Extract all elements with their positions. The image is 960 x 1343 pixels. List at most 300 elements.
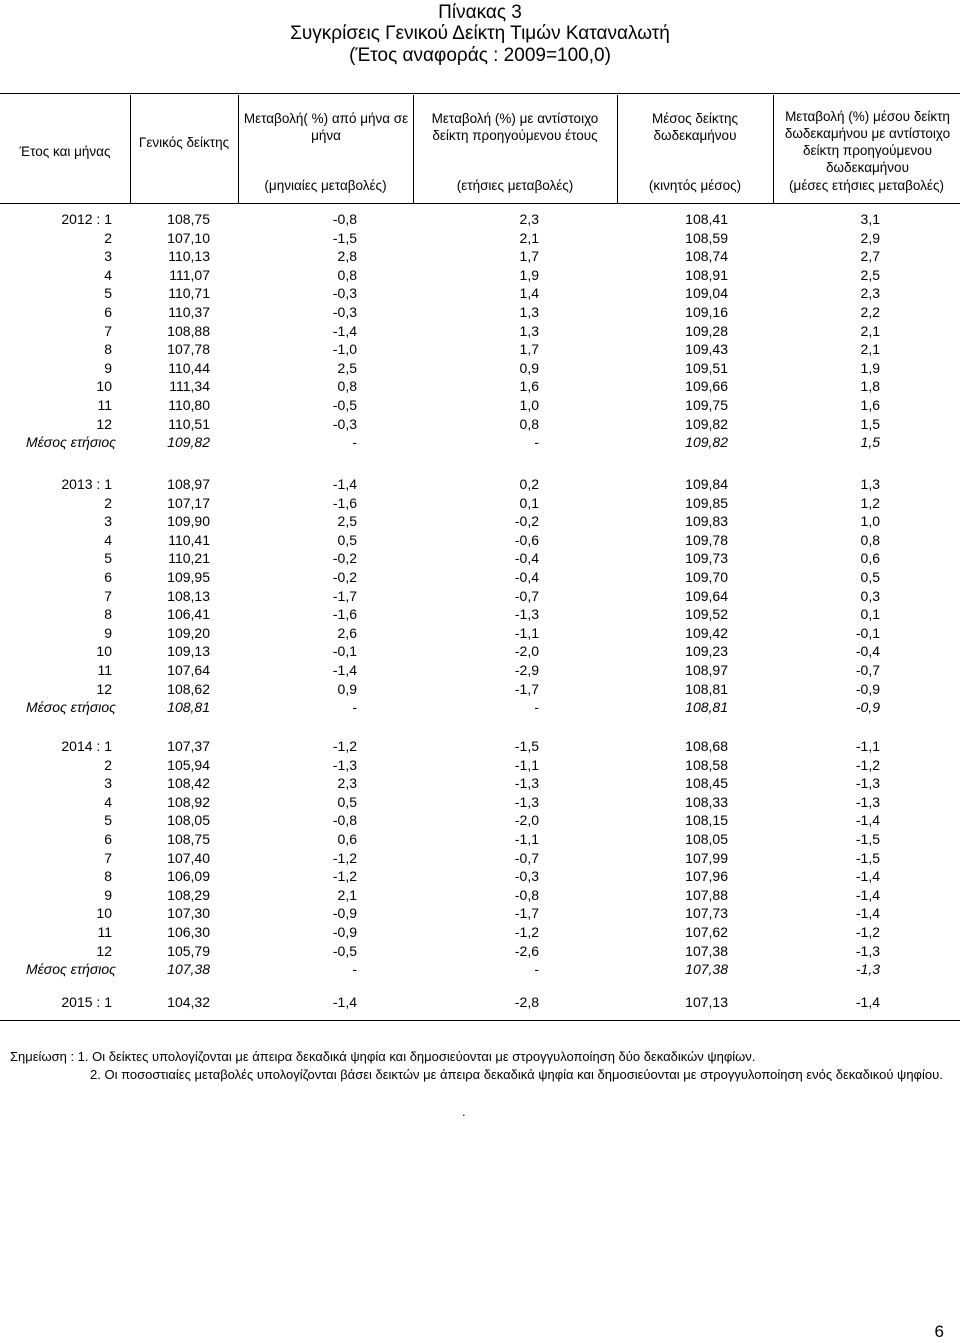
average-annual-change-value: 2,1 [860, 322, 880, 339]
monthly-change-value: -0,8 [332, 211, 357, 227]
average-annual-change-value: 1,2 [860, 494, 880, 511]
row-label: 11 [97, 662, 112, 678]
annual-change-value: -2,9 [514, 662, 539, 678]
table-row [0, 266, 960, 285]
table-row [0, 661, 960, 680]
table-row [0, 284, 960, 303]
row-label: 11 [97, 924, 112, 940]
page-number: 6 [934, 1322, 944, 1341]
annual-change-value: - [534, 961, 539, 978]
row-label: 3 [104, 775, 112, 792]
general-index-value: 107,37 [167, 738, 210, 754]
header-moving-average: Μέσος δείκτης δωδεκαμήνου [652, 111, 738, 143]
annual-change-value: -1,1 [514, 756, 539, 773]
monthly-change-value: -1,2 [332, 849, 357, 866]
annual-change-value: -1,3 [514, 775, 539, 792]
general-index-value: 110,37 [168, 304, 210, 320]
table-row [0, 886, 960, 905]
average-annual-change-value: 2,3 [860, 285, 880, 302]
row-label: 2013 : 1 [61, 476, 112, 492]
table-row [0, 229, 960, 248]
table-row [0, 396, 960, 415]
general-index-value: 110,21 [168, 550, 210, 567]
general-index-value: 108,42 [167, 775, 210, 792]
table-row [0, 512, 960, 531]
table-row [0, 737, 960, 756]
row-label: 6 [104, 304, 112, 320]
average-annual-change-value: -0,4 [855, 643, 880, 660]
average-annual-change-value: 1,0 [860, 513, 880, 530]
row-label: 5 [104, 812, 112, 829]
average-annual-change-value: -1,5 [855, 849, 880, 866]
table-row [0, 322, 960, 341]
moving-average-value: 109,43 [685, 341, 728, 358]
general-index-value: 109,20 [167, 624, 210, 641]
header-annual-change: Μεταβολή (%) με αντίστοιχο δείκτη προηγούμενου έτους [431, 111, 599, 143]
monthly-change-value: -1,2 [332, 738, 357, 754]
annual-change-value: -2,6 [514, 942, 539, 959]
general-index-value: 106,30 [167, 924, 210, 940]
general-index-value: 108,75 [167, 831, 210, 847]
average-annual-change-value: 2,5 [860, 266, 880, 283]
table-row [0, 993, 960, 1012]
reference-year: (Έτος αναφοράς : 2009=100,0) [349, 45, 611, 66]
monthly-change-value: -0,9 [332, 905, 357, 922]
monthly-change-value: -1,4 [332, 476, 357, 492]
annual-change-value: -1,7 [514, 680, 539, 697]
row-label: 3 [104, 248, 112, 265]
row-label: 6 [104, 831, 112, 847]
table-row [0, 942, 960, 961]
monthly-change-value: 0,6 [337, 831, 357, 847]
general-index-value: 106,41 [167, 606, 210, 623]
average-annual-change-value: -1,4 [855, 905, 880, 922]
general-index-value: 109,95 [167, 569, 210, 585]
annual-change-value: -2,8 [514, 994, 539, 1010]
annual-change-value: 2,3 [519, 211, 539, 227]
average-annual-change-value: -1,1 [855, 738, 880, 754]
annual-change-value: -0,3 [514, 868, 539, 885]
monthly-change-value: - [352, 434, 357, 451]
row-label: 10 [96, 643, 112, 660]
general-index-value: 110,44 [168, 359, 210, 376]
moving-average-value: 109,82 [685, 415, 728, 432]
row-label: 2 [104, 229, 112, 246]
table-row [0, 415, 960, 434]
monthly-change-value: -1,0 [332, 341, 357, 358]
general-index-value: 107,64 [167, 662, 210, 678]
average-annual-change-value: 0,6 [860, 550, 880, 567]
moving-average-value: 109,51 [685, 359, 728, 376]
general-index-value: 108,29 [167, 886, 210, 903]
annual-change-value: 1,7 [519, 341, 539, 358]
moving-average-value: 108,81 [685, 680, 728, 697]
general-index-value: 110,13 [168, 248, 210, 265]
moving-average-value: 109,42 [685, 624, 728, 641]
table-row [0, 475, 960, 494]
row-label: 2012 : 1 [61, 211, 112, 227]
annual-change-value: 1,3 [519, 322, 539, 339]
monthly-change-value: -1,4 [332, 994, 357, 1010]
monthly-change-value: -0,3 [332, 415, 357, 432]
general-index-value: 108,62 [167, 680, 210, 697]
row-label: 2015 : 1 [61, 994, 112, 1010]
moving-average-value: 109,70 [685, 569, 728, 585]
moving-average-value: 109,04 [685, 285, 728, 302]
moving-average-value: 107,13 [685, 994, 728, 1010]
general-index-value: 104,32 [167, 994, 210, 1010]
moving-average-value: 109,78 [685, 531, 728, 548]
dot-mark: . [462, 1104, 466, 1119]
table-row [0, 642, 960, 661]
moving-average-value: 108,81 [685, 699, 728, 716]
average-annual-change-value: 1,6 [860, 397, 880, 413]
average-annual-change-value: -0,7 [855, 662, 880, 678]
average-annual-change-value: -1,3 [855, 961, 880, 978]
general-index-value: 108,13 [167, 587, 210, 604]
monthly-change-value: 2,6 [337, 624, 357, 641]
annual-change-value: -0,6 [514, 531, 539, 548]
table-row [0, 867, 960, 886]
row-label: 2014 : 1 [61, 738, 112, 754]
general-index-value: 108,81 [167, 699, 210, 716]
row-label: 2 [104, 756, 112, 773]
average-annual-change-value: -0,1 [855, 624, 880, 641]
moving-average-value: 107,99 [685, 849, 728, 866]
moving-average-value: 109,82 [685, 434, 728, 451]
monthly-change-value: 0,8 [337, 378, 357, 395]
average-annual-change-value: 1,9 [860, 359, 880, 376]
header-monthly-change-note: (μηνιαίες μεταβολές) [264, 178, 387, 193]
annual-change-value: -2,0 [514, 643, 539, 660]
row-label: 12 [96, 942, 112, 959]
table-row [0, 698, 960, 717]
row-label: 4 [104, 531, 112, 548]
monthly-change-value: -0,3 [332, 285, 357, 302]
table-row [0, 340, 960, 359]
row-label: Μέσος ετήσιος [25, 961, 116, 978]
moving-average-value: 109,23 [685, 643, 728, 660]
row-label: 3 [104, 513, 112, 530]
note-2: 2. Οι ποσοστιαίες μεταβολές υπολογίζονται βάσει δεικτών με άπειρα δεκαδικά ψηφία και δημοσιεύονται με στρογγυλοποίηση ενός δεκαδικού ψηφίου. [90, 1067, 943, 1082]
monthly-change-value: - [352, 699, 357, 716]
annual-change-value: -0,4 [514, 569, 539, 585]
annual-change-value: 1,3 [519, 304, 539, 320]
monthly-change-value: - [352, 961, 357, 978]
table-row [0, 774, 960, 793]
row-label: 9 [104, 624, 112, 641]
average-annual-change-value: -1,4 [855, 994, 880, 1010]
monthly-change-value: 0,9 [337, 680, 357, 697]
row-label: 12 [96, 680, 112, 697]
moving-average-value: 108,05 [685, 831, 728, 847]
table-row [0, 756, 960, 775]
note-1: Σημείωση : 1. Οι δείκτες υπολογίζονται με άπειρα δεκαδικά ψηφία και δημοσιεύονται με στρογγυλοποίηση δύο δεκαδικών ψηφίων. [10, 1049, 756, 1064]
annual-change-value: -2,0 [514, 812, 539, 829]
moving-average-value: 109,73 [685, 550, 728, 567]
row-label: 10 [96, 905, 112, 922]
table-row [0, 568, 960, 587]
table-row [0, 549, 960, 568]
row-label: 6 [104, 569, 112, 585]
table-row [0, 210, 960, 229]
general-index-value: 105,79 [167, 942, 210, 959]
average-annual-change-value: -1,2 [855, 756, 880, 773]
general-index-value: 105,94 [167, 756, 210, 773]
moving-average-value: 108,91 [685, 266, 728, 283]
row-label: 8 [104, 606, 112, 623]
average-annual-change-value: -1,3 [855, 793, 880, 810]
average-annual-change-value: 1,8 [860, 378, 880, 395]
general-index-value: 108,97 [167, 476, 210, 492]
monthly-change-value: 0,5 [337, 531, 357, 548]
general-index-value: 107,40 [167, 849, 210, 866]
general-index-value: 107,38 [167, 961, 210, 978]
annual-change-value: 0,2 [519, 476, 539, 492]
monthly-change-value: -0,2 [332, 569, 357, 585]
annual-change-value: 1,9 [519, 266, 539, 283]
annual-change-value: 0,8 [519, 415, 539, 432]
annual-change-value: 2,1 [519, 229, 539, 246]
average-annual-change-value: 1,3 [860, 476, 880, 492]
moving-average-value: 109,83 [685, 513, 728, 530]
table-subtitle: Συγκρίσεις Γενικού Δείκτη Τιμών Καταναλωτή [290, 23, 670, 44]
monthly-change-value: 2,5 [337, 513, 357, 530]
annual-change-value: 1,4 [519, 285, 539, 302]
header-monthly-change: Μεταβολή( %) από μήνα σε μήνα [243, 111, 409, 143]
moving-average-value: 108,58 [685, 756, 728, 773]
monthly-change-value: -1,5 [332, 229, 357, 246]
row-label: 11 [97, 397, 112, 413]
monthly-change-value: -1,6 [332, 606, 357, 623]
annual-change-value: -0,2 [514, 513, 539, 530]
annual-change-value: 0,9 [519, 359, 539, 376]
average-annual-change-value: -1,4 [855, 812, 880, 829]
annual-change-value: -1,1 [514, 624, 539, 641]
average-annual-change-value: 0,3 [860, 587, 880, 604]
header-average-annual-change: Μεταβολή (%) μέσου δείκτη δωδεκαμήνου με αντίστοιχο δείκτη προηγούμενου δωδεκαμήνου [784, 109, 951, 175]
monthly-change-value: -0,2 [332, 550, 357, 567]
monthly-change-value: -1,4 [332, 662, 357, 678]
table-row [0, 587, 960, 606]
average-annual-change-value: 0,8 [860, 531, 880, 548]
table-row [0, 793, 960, 812]
general-index-value: 110,41 [168, 531, 210, 548]
header-year-month: Έτος και μήνας [19, 144, 111, 159]
table-row [0, 377, 960, 396]
general-index-value: 109,82 [167, 434, 210, 451]
annual-change-value: -0,4 [514, 550, 539, 567]
moving-average-value: 109,85 [685, 494, 728, 511]
average-annual-change-value: -0,9 [855, 699, 880, 716]
moving-average-value: 107,96 [685, 868, 728, 885]
moving-average-value: 109,84 [685, 476, 728, 492]
moving-average-value: 109,66 [685, 378, 728, 395]
monthly-change-value: -0,5 [332, 942, 357, 959]
annual-change-value: -1,3 [514, 606, 539, 623]
monthly-change-value: -1,4 [332, 322, 357, 339]
table-row [0, 849, 960, 868]
general-index-value: 110,71 [168, 285, 210, 302]
average-annual-change-value: 3,1 [860, 211, 880, 227]
moving-average-value: 107,38 [685, 942, 728, 959]
row-label: 8 [104, 341, 112, 358]
monthly-change-value: 0,8 [337, 266, 357, 283]
annual-change-value: -1,2 [514, 924, 539, 940]
average-annual-change-value: 2,9 [860, 229, 880, 246]
moving-average-value: 108,59 [685, 229, 728, 246]
average-annual-change-value: -1,3 [855, 942, 880, 959]
table-title: Πίνακας 3 [438, 2, 522, 23]
general-index-value: 109,13 [167, 643, 210, 660]
row-label: 9 [104, 359, 112, 376]
general-index-value: 110,51 [168, 415, 210, 432]
general-index-value: 107,78 [167, 341, 210, 358]
row-label: 10 [96, 378, 112, 395]
average-annual-change-value: 0,1 [860, 606, 880, 623]
monthly-change-value: 0,5 [337, 793, 357, 810]
general-index-value: 107,17 [167, 494, 210, 511]
annual-change-value: - [534, 434, 539, 451]
annual-change-value: -1,3 [514, 793, 539, 810]
general-index-value: 108,92 [167, 793, 210, 810]
moving-average-value: 107,62 [685, 924, 728, 940]
average-annual-change-value: -0,9 [855, 680, 880, 697]
row-label: Μέσος ετήσιος [25, 434, 116, 451]
moving-average-value: 107,73 [685, 905, 728, 922]
general-index-value: 106,09 [167, 868, 210, 885]
monthly-change-value: 2,8 [337, 248, 357, 265]
table-row [0, 605, 960, 624]
average-annual-change-value: 0,5 [860, 569, 880, 585]
moving-average-value: 108,97 [685, 662, 728, 678]
general-index-value: 110,80 [168, 397, 210, 413]
average-annual-change-value: 2,1 [860, 341, 880, 358]
row-label: 4 [104, 266, 112, 283]
table-row [0, 811, 960, 830]
moving-average-value: 109,52 [685, 606, 728, 623]
moving-average-value: 108,74 [685, 248, 728, 265]
annual-change-value: 1,0 [519, 397, 539, 413]
header-bottom-rule [0, 203, 960, 204]
table-row [0, 303, 960, 322]
annual-change-value: -1,7 [514, 905, 539, 922]
annual-change-value: -0,7 [514, 849, 539, 866]
row-label: 7 [104, 322, 112, 339]
annual-change-value: -0,7 [514, 587, 539, 604]
general-index-value: 108,75 [167, 211, 210, 227]
average-annual-change-value: -1,3 [855, 775, 880, 792]
general-index-value: 109,90 [167, 513, 210, 530]
moving-average-value: 109,75 [685, 397, 728, 413]
monthly-change-value: -0,5 [332, 397, 357, 413]
row-label: 5 [104, 285, 112, 302]
row-label: Μέσος ετήσιος [25, 699, 116, 716]
annual-change-value: 1,6 [519, 378, 539, 395]
row-label: 9 [104, 886, 112, 903]
table-row [0, 247, 960, 266]
annual-change-value: -0,8 [514, 886, 539, 903]
average-annual-change-value: -1,5 [855, 831, 880, 847]
moving-average-value: 109,28 [685, 322, 728, 339]
annual-change-value: -1,1 [514, 831, 539, 847]
general-index-value: 111,07 [169, 266, 210, 283]
moving-average-value: 107,38 [685, 961, 728, 978]
monthly-change-value: -1,7 [332, 587, 357, 604]
average-annual-change-value: -1,2 [855, 924, 880, 940]
monthly-change-value: 2,5 [337, 359, 357, 376]
header-general-index: Γενικός δείκτης [138, 135, 230, 150]
monthly-change-value: -1,3 [332, 756, 357, 773]
monthly-change-value: 2,1 [337, 886, 357, 903]
moving-average-value: 107,88 [685, 886, 728, 903]
general-index-value: 107,10 [167, 229, 210, 246]
table-row [0, 359, 960, 378]
header-moving-average-note: (κινητός μέσος) [648, 178, 742, 193]
moving-average-value: 108,41 [685, 211, 728, 227]
average-annual-change-value: -1,4 [855, 868, 880, 885]
annual-change-value: - [534, 699, 539, 716]
average-annual-change-value: 1,5 [860, 415, 880, 432]
moving-average-value: 108,15 [685, 812, 728, 829]
general-index-value: 108,05 [167, 812, 210, 829]
table-row [0, 904, 960, 923]
table-row [0, 830, 960, 849]
row-label: 7 [104, 849, 112, 866]
average-annual-change-value: 1,5 [860, 434, 880, 451]
moving-average-value: 108,68 [685, 738, 728, 754]
row-label: 8 [104, 868, 112, 885]
average-annual-change-value: 2,2 [860, 304, 880, 320]
row-label: 4 [104, 793, 112, 810]
monthly-change-value: -1,6 [332, 494, 357, 511]
general-index-value: 107,30 [167, 905, 210, 922]
table-row [0, 960, 960, 979]
table-row [0, 923, 960, 942]
table-row [0, 680, 960, 699]
annual-change-value: 0,1 [519, 494, 539, 511]
annual-change-value: 1,7 [519, 248, 539, 265]
monthly-change-value: -0,3 [332, 304, 357, 320]
monthly-change-value: -1,2 [332, 868, 357, 885]
monthly-change-value: 2,3 [337, 775, 357, 792]
row-label: 7 [104, 587, 112, 604]
moving-average-value: 109,16 [685, 304, 728, 320]
annual-change-value: -1,5 [514, 738, 539, 754]
general-index-value: 111,34 [169, 378, 210, 395]
row-label: 5 [104, 550, 112, 567]
table-row [0, 433, 960, 452]
header-top-rule [0, 93, 960, 94]
header-average-annual-change-note: (μέσες ετήσιες μεταβολές) [789, 178, 944, 193]
table-row [0, 531, 960, 550]
monthly-change-value: -0,1 [332, 643, 357, 660]
row-label: 12 [96, 415, 112, 432]
moving-average-value: 109,64 [685, 587, 728, 604]
monthly-change-value: -0,8 [332, 812, 357, 829]
table-bottom-rule [0, 1020, 960, 1021]
header-annual-change-note: (ετήσιες μεταβολές) [456, 178, 574, 193]
average-annual-change-value: -1,4 [855, 886, 880, 903]
average-annual-change-value: 2,7 [860, 248, 880, 265]
general-index-value: 108,88 [167, 322, 210, 339]
moving-average-value: 108,33 [685, 793, 728, 810]
moving-average-value: 108,45 [685, 775, 728, 792]
row-label: 2 [104, 494, 112, 511]
monthly-change-value: -0,9 [332, 924, 357, 940]
table-row [0, 624, 960, 643]
table-row [0, 494, 960, 513]
